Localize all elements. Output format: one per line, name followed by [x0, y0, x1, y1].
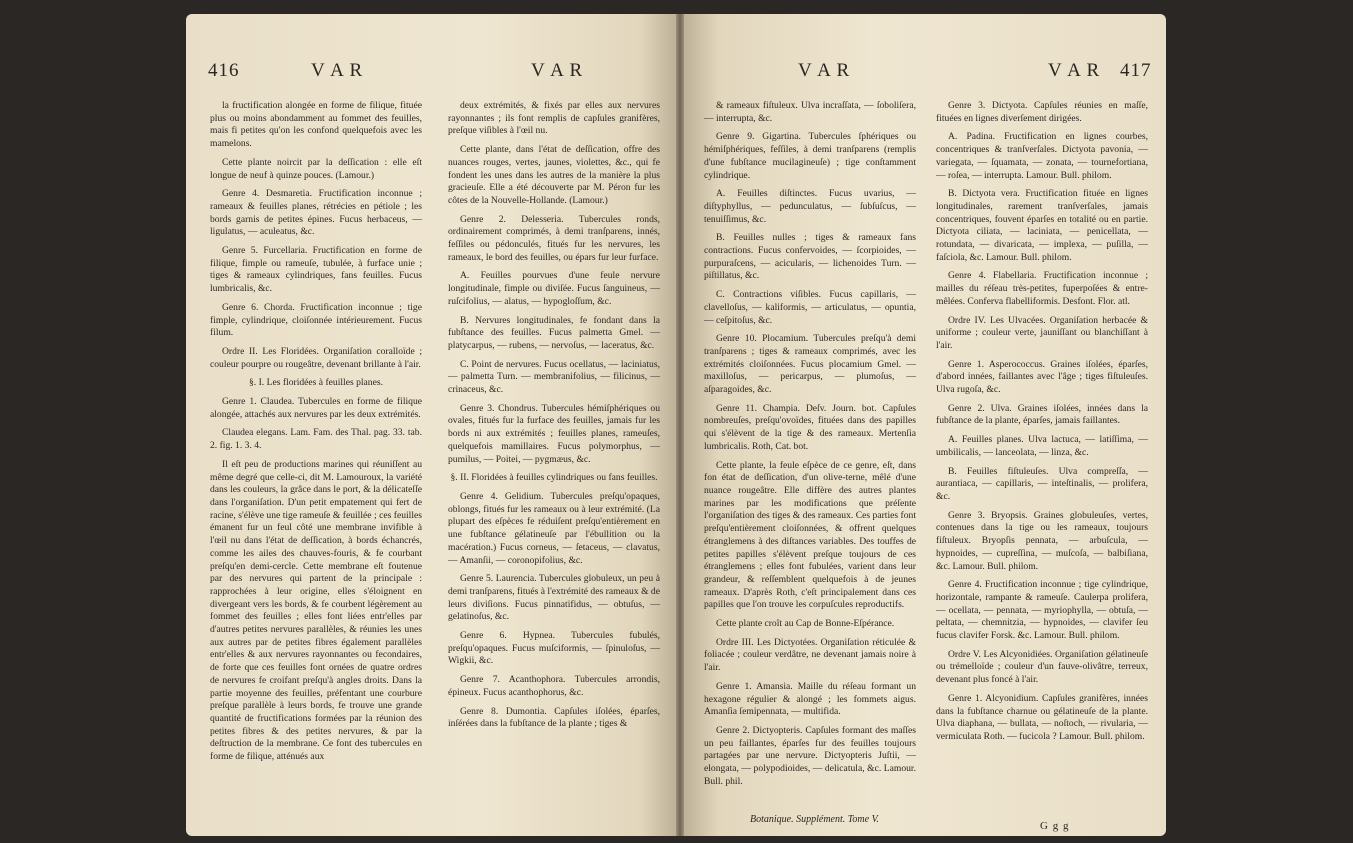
- paragraph: Genre 1. Amansia. Maille du réſeau formant un hexagone régulier & alongé ; les fommets aigus. Amanſia ſemipennata, — multifida.: [704, 680, 916, 718]
- paragraph: Genre 5. Furcellaria. Fructification en forme de filique, fimple ou rameuſe, tubulée, à furface unie ; tiges & rameaux cylindriques, fans feuilles. Fucus lumbricalis, &c.: [210, 245, 422, 295]
- paragraph: Cette plante noircit par la deſſication : elle eſt longue de neuf à quinze pouces. (Lamour.): [210, 156, 422, 181]
- paragraph: B. Feuilles fiſtuleuſes. Ulva compreſſa, — aurantiaca, — capillaris, — inteſtinalis, — prolifera, &c.: [936, 465, 1148, 502]
- paragraph: Ordre V. Les Alcyonidiées. Organiſation gélatineuſe ou trémelloïde ; couleur d'un fauve-olivâtre, terreux, devenant plus foncé à l'air.: [936, 648, 1148, 686]
- paragraph: & rameaux fiſtuleux. Ulva incraſſata, — ſoboliſera, — interrupta, &c.: [704, 100, 916, 124]
- paragraph: Il eſt peu de productions marines qui réuniſſent au même degré que celle-ci, dit M. Lamouroux, la variété dans les couleurs, la grâce dans le port, & la délicateſſe dans l'organiſation. D'un petit empatement qui fert de racine, s'élève une tige rameuſe & feuillée ; ces feuilles émanent fur un feul côté une membrane invifible à l'œil nu dans l'état de deſſication, à bords échancrés, comme les ailes des chauves-fouris, & fe courbant preſqu'en demi-cercle. Cette membrane eſt foutenue par des nervures qui partent de la principale : rapprochées à leur origine, elles s'éloignent en divergeant vers les bords, & fe courbent légèrement au fommet des feuilles ; elles font liées entr'elles par d'autres petites nervures parallèles, & réunies les unes aux autres par de petites fibres également parallèles entr'elles & aux nervures rayonnantes ou fecondaires, de forte que ces feuilles font ornées de quatre ordres de nervures fe croifant preſqu'à angles droits. Dans la partie moyenne des feuilles, préfentant une courbure preſque parallèle à leurs bords, fe trouve une grande quantité de fructifications formées par la réunion des petites fibres & des petites nervures, & par la deſtruction de la membrane. Ce font des tubercules en forme de filique, atténués aux: [210, 458, 422, 763]
- paragraph: Genre 11. Champia. Deſv. Journ. bot. Capſules nombreuſes, preſqu'ovoïdes, fituées dans des papilles qui s'élèvent de la tige & des rameaux. Mertenſia lumbricalis. Roth, Cat. bot.: [704, 402, 916, 452]
- paragraph: Genre 2. Ulva. Graines iſolées, innées dans la fubſtance de la plante, éparſes, jamais faillantes.: [936, 402, 1148, 427]
- paragraph: Genre 2. Delesseria. Tubercules ronds, ordinairement comprimés, à demi tranſparens, innés, feſſiles ou pédonculés, fitués fur les nervures, les rameaux, le bord des feuilles, ou épars fur leur furface.: [448, 213, 660, 263]
- paragraph: Genre 5. Laurencia. Tubercules globuleux, un peu à demi tranſparens, fitués à l'extrémité des rameaux & de leurs diviſions. Fucus pinnatifidus, — obtuſus, — gelatinoſus, &c.: [448, 573, 660, 623]
- running-head: V A R: [1048, 60, 1101, 81]
- running-head: V A R: [798, 60, 851, 81]
- paragraph: Genre 1. Claudea. Tubercules en forme de filique alongée, attachés aux nervures par les deux extrémités.: [210, 396, 422, 420]
- paragraph: Cette plante, dans l'état de deſſication, offre des nuances rouges, vertes, jaunes, violettes, &c., qui fe fondent les unes dans les autres de la manière la plus gracieuſe. Elle a été découverte par M. Péron fur les côtes de la Nouvelle-Hollande. (Lamour.): [448, 144, 660, 206]
- paragraph: B. Nervures longitudinales, fe fondant dans la fubſtance des feuilles. Fucus palmetta Gmel. — platycarpus, — rubens, — nervoſus, — laceratus, &c.: [448, 314, 660, 351]
- paragraph: §. II. Floridées à feuilles cylindriques ou fans feuilles.: [450, 472, 658, 484]
- paragraph: Cette plante, la feule eſpèce de ce genre, eſt, dans fon état de deſſication, d'un olive-terne, mêlé d'une nuance rougeâtre. Elle diffère des autres plantes marines par les modifications que préſente l'organiſation des tiges & des rameaux. Ces parties font preſqu'entièrement cloiſonnées, & offrent quelques étranglemens à des diſtances variables. Des touffes de petites papilles s'élèvent preſque toujours de ces étranglemens ; elles font fubulées, varient dans leur grandeur, & reſſemblent quelquefois à de jeunes rameaux. D'après Roth, c'eſt principalement dans ces papilles que l'on trouve les corpuſcules reproductifs.: [704, 459, 916, 611]
- paragraph: Genre 7. Acanthophora. Tubercules arrondis, épineux. Fucus acanthophorus, &c.: [448, 674, 660, 698]
- text-column-1: [210, 100, 422, 770]
- paragraph: deux extrémités, & fixés par elles aux nervures rayonnantes ; ils font remplis de capſules granifères, preſque viſibles à l'œil nu.: [448, 100, 660, 137]
- paragraph: C. Point de nervures. Fucus ocellatus, — laciniatus, — palmetta Turn. — membranifolius, — filicinus, — crinaceus, &c.: [448, 358, 660, 396]
- paragraph: Genre 8. Dumontia. Capſules iſolées, éparſes, inſérées dans la fubſtance de la plante ; tiges &: [448, 705, 660, 730]
- paragraph: Ordre III. Les Dictyotées. Organiſation réticulée & foliacée ; couleur verdâtre, ne devenant jamais noire à l'air.: [704, 636, 916, 674]
- paragraph: Genre 10. Plocamium. Tubercules preſqu'à demi tranſparens ; tiges & rameaux comprimés, avec les extrémités cloiſonnées. Fucus plocamium Gmel. — maxilloſus, — pericarpus, — plumoſus, — aſparagoides, &c.: [704, 333, 916, 396]
- text-column-2: [448, 100, 660, 737]
- paragraph: B. Dictyota vera. Fructification fituée en lignes longitudinales, rarement tranſverſales, jamais concentriques, fouvent éparſes en totalité ou en partie. Dictyota ciliata, — laciniata, — penicellata, — rotundata, — divaricata, — implexa, — puſilla, — faſciola, &c. Lamour. Bull. philom.: [936, 188, 1148, 263]
- book-gutter: [676, 14, 684, 836]
- paragraph: Ordre II. Les Floridées. Organiſation coralloïde ; couleur pourpre ou rougeâtre, devenant brillante à l'air.: [210, 345, 422, 370]
- running-head: V A R: [311, 60, 364, 81]
- paragraph: Genre 3. Bryopsis. Graines globuleuſes, vertes, contenues dans la tige ou les rameaux, toujours fiſtuleux. Bryopſis pennata, — arbuſcula, — hypnoides, — cupreſſina, — muſcoſa, — balbiſiana, &c. Lamour. Bull. philom.: [936, 509, 1148, 572]
- paragraph: Genre 1. Asperococcus. Graines iſolées, éparſes, d'abord innées, faillantes avec l'âge ; tiges fiſtuleuſes. Ulva rugoſa, &c.: [936, 358, 1148, 396]
- paragraph: A. Feuilles diſtinctes. Fucus uvarius, — diſtyphyllus, — pedunculatus, — ſubſuſcus, — tenuiſſimus, &c.: [704, 188, 916, 225]
- paragraph: Ordre IV. Les Ulvacées. Organiſation herbacée & uniforme ; couleur verte, jauniſſant ou blanchiſſant à l'air.: [936, 314, 1148, 351]
- page-number: 416: [208, 60, 240, 81]
- paragraph: Genre 4. Fructification inconnue ; tige cylindrique, horizontale, rampante & rameuſe. Caulerpa prolifera, — ocellata, — pennata, — myriophylla, — obtuſa, — peltata, — chemnitzia, — hypnoides, — clavifer ſeu fucus clavifer Forsk. &c. Lamour. Bull. philom.: [936, 579, 1148, 642]
- paragraph: la fructification alongée en forme de filique, fituée plus ou moins abondamment au fommet des feuilles, mais fi petites qu'on les confond quelquefois avec les mamelons.: [210, 100, 422, 150]
- right-page: [680, 14, 1166, 836]
- paragraph: Genre 9. Gigartina. Tubercules ſphériques ou hémiſphériques, feſſiles, à demi tranſparens (remplis d'une fubſtance mucilagineuſe) ; tige conſtamment cylindrique.: [704, 131, 916, 181]
- paragraph: Cette plante croît au Cap de Bonne-Eſpérance.: [716, 618, 895, 630]
- paragraph: Genre 4. Desmaretia. Fructification inconnue ; rameaux & feuilles planes, rétrécies en pétiole ; les bords garnis de petites épines. Fucus herbaceus, — ligulatus, — aculeatus, &c.: [210, 188, 422, 238]
- paragraph: Genre 2. Dictyopteris. Capſules formant des maſſes un peu faillantes, éparſes fur des feuilles toujours partagées par une nervure. Dictyopteris Juſtii, — elongata, — polypodioides, — delicatula, &c. Lamour. Bull. phil.: [704, 724, 916, 787]
- text-column-2: [936, 100, 1148, 750]
- paragraph: Genre 6. Chorda. Fructification inconnue ; tige fimple, cylindrique, cloiſonnée intérieurement. Fucus filum.: [210, 301, 422, 339]
- paragraph: Genre 6. Hypnea. Tubercules fubulés, preſqu'opaques. Fucus muſciformis, — ſpinuloſus, — Wigkii, &c.: [448, 630, 660, 667]
- left-page: [186, 14, 680, 836]
- paragraph: Genre 3. Dictyota. Capſules réunies en maſſe, fituées en lignes diverſement dirigées.: [936, 100, 1148, 124]
- paragraph: A. Padina. Fructification en lignes courbes, concentriques & tranſverſales. Dictyota pavonia, — variegata, — ſquamata, — zonata, — tournefortiana, — roſea, — interrupta. Lamour. Bull. philom.: [936, 131, 1148, 181]
- paragraph: A. Feuilles planes. Ulva lactuca, — latiſſima, — umbilicalis, — lanceolata, — linza, &c.: [936, 434, 1148, 458]
- running-head: V A R: [531, 60, 584, 81]
- paragraph: B. Feuilles nulles ; tiges & rameaux fans contractions. Fucus confervoides, — ſcorpioides, — purpuraſcens, — acicularis, — lichenoides Turn. — piſtillatus, &c.: [704, 232, 916, 282]
- page-number: 417: [1120, 60, 1152, 81]
- paragraph: Genre 1. Alcyonidium. Capſules granifères, innées dans la fubſtance charnue ou gélatineuſe de la plante. Ulva diaphana, — bullata, — noſtoch, — rivularia, — vermiculata Roth. — fucicola ? Lamour. Bull. philom.: [936, 692, 1148, 742]
- paragraph: Genre 4. Gelidium. Tubercules preſqu'opaques, oblongs, fitués fur les rameaux ou à leur extrémité. (La plupart des eſpèces fe réduiſent preſqu'entièrement en une fubſtance gélatineuſe par l'ébullition ou la macération.) Fucus corneus, — ſetaceus, — clavatus, — Amanſii, — coronopifolius, &c.: [448, 490, 660, 566]
- text-column-1: [704, 100, 916, 794]
- page-footer: Botanique. Supplément. Tome V.: [750, 814, 879, 825]
- paragraph: A. Feuilles pourvues d'une feule nervure longitudinale, fimple ou diviſée. Fucus ſanguineus, — ruſcifolius, — alatus, — hypogloſſum, &c.: [448, 270, 660, 307]
- paragraph: Claudea elegans. Lam. Fam. des Thal. pag. 33. tab. 2. fig. 1. 3. 4.: [210, 427, 422, 452]
- paragraph: Genre 4. Flabellaria. Fructification inconnue ; mailles du réſeau très-petites, fuperpoſées & entre-mêlées. Conferva flabelliformis. Desfont. Flor. atl.: [936, 270, 1148, 307]
- paragraph: §. I. Les floridées à feuilles planes.: [249, 377, 383, 389]
- signature-mark: G g g: [1040, 820, 1070, 832]
- paragraph: C. Contractions viſibles. Fucus capillaris, — clavelloſus, — kaliformis, — articulatus, — opuntia, — ceſpitoſus, &c.: [704, 289, 916, 326]
- paragraph: Genre 3. Chondrus. Tubercules hémiſphériques ou ovales, fitués fur la furface des feuilles, jamais fur les bords ni aux extrémités ; feuilles planes, rameuſes, quelquefois mamillaires. Fucus polymorphus, — pumilus, — Poitei, — pygmæus, &c.: [448, 402, 660, 465]
